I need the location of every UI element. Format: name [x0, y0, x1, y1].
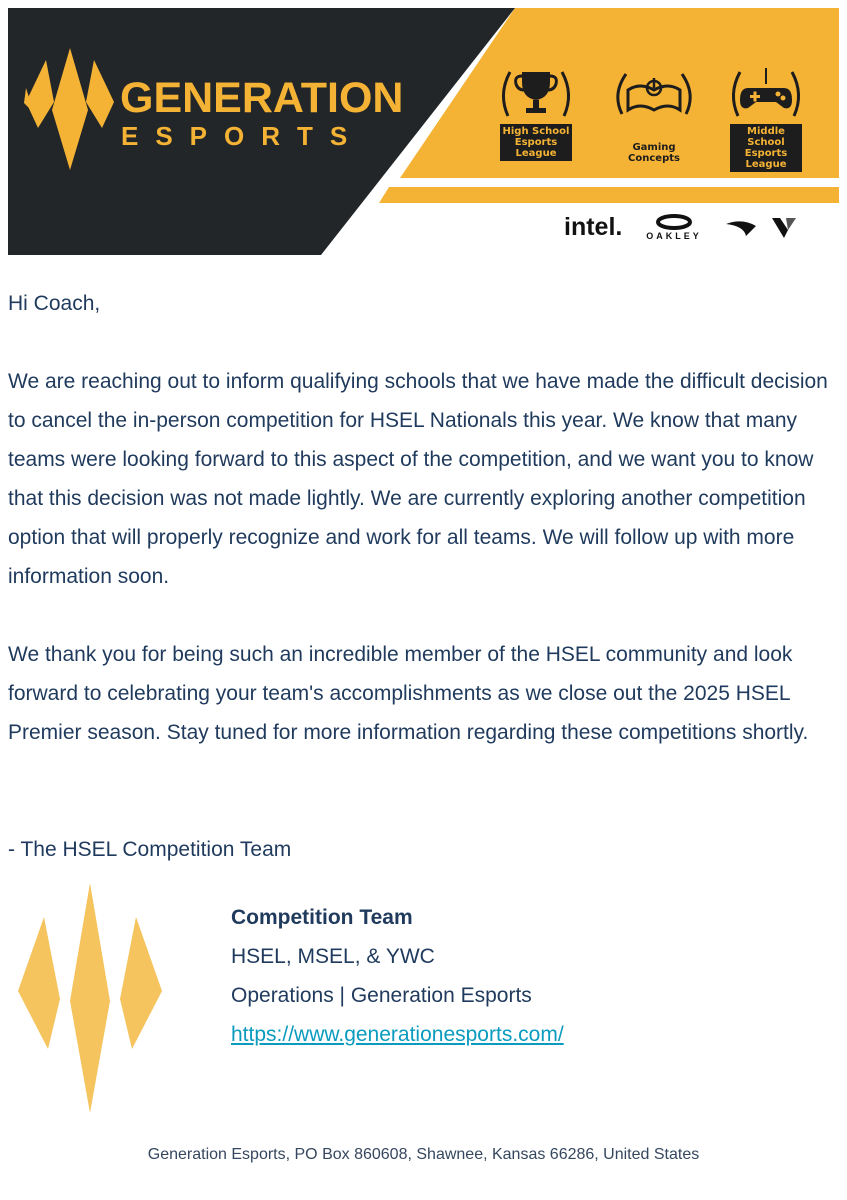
header-banner — [8, 8, 839, 255]
footer-address: Generation Esports, PO Box 860608, Shawnee, Kansas 66286, United States — [147, 1146, 700, 1163]
league-label-line2: Esports League — [744, 148, 788, 170]
greeting: Hi Coach, — [8, 292, 101, 315]
sponsor-v-logo-icon — [770, 216, 804, 240]
paragraph-1: We are reaching out to inform qualifying schools that we have made the difficult decision to cancel the in-person competition for HSEL Nationals this year. We know that many teams were looking forward to this aspect of the competition, and we want you to know that this decision was not made lightly. We are currently exploring another competition option that will properly recognize and work for all teams. We will follow up with more information soon. — [8, 370, 828, 588]
signature-role: Operations | Generation Esports — [231, 984, 532, 1007]
sponsor-oakley — [638, 218, 710, 248]
brand-name: GENERATION — [120, 74, 404, 122]
league-label-line2: Esports League — [514, 137, 558, 159]
signature-name: Competition Team — [231, 906, 413, 929]
league-badge-middle-school — [720, 64, 812, 170]
gamepad-icon — [726, 64, 806, 124]
league-badge-high-school — [490, 64, 582, 164]
league-label-line1: Middle School — [747, 126, 785, 148]
paragraph-2: We thank you for being such an incredible member of the HSEL community and look forward to celebrating your team's accomplishments as we close out the 2025 HSEL Premier season. Stay tuned for more information regarding these competitions shortly. — [8, 643, 809, 744]
generation-signature-logo-icon — [14, 883, 166, 1115]
league-label-line1: High School — [502, 126, 570, 137]
sponsor-oakley-label: OAKLEY — [646, 231, 702, 241]
sponsor-intel: intel. — [564, 213, 623, 241]
trophy-icon — [496, 64, 576, 124]
league-badge-gaming-concepts — [608, 64, 700, 164]
signature-orgs: HSEL, MSEL, & YWC — [231, 945, 435, 968]
website-link[interactable]: https://www.generationesports.com/ — [231, 1023, 564, 1046]
oakley-ellipse-icon — [638, 214, 710, 230]
brand-subtitle: ESPORTS — [121, 121, 365, 151]
book-power-icon — [612, 64, 696, 128]
sponsor-arrow-logo-icon — [724, 218, 758, 238]
league-label-line1: Gaming Concepts — [628, 142, 680, 164]
signoff: - The HSEL Competition Team — [8, 838, 292, 861]
